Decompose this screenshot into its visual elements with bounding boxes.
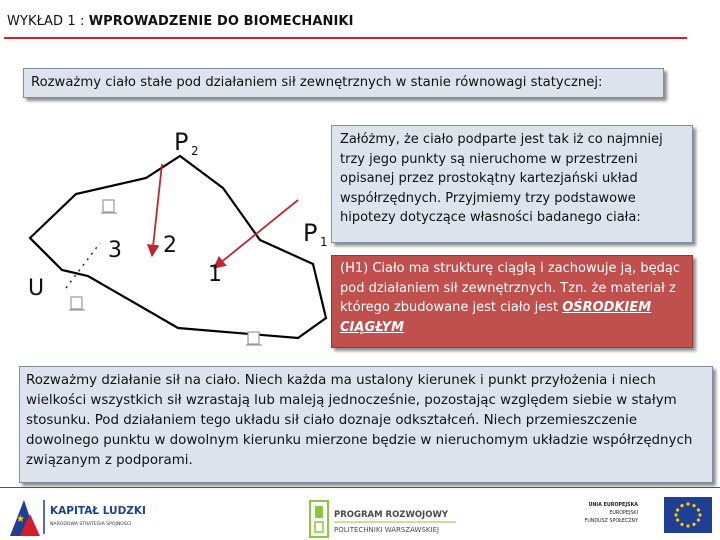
title-main: WPROWADZENIE DO BIOMECHANIKI [88, 14, 354, 29]
program-line-2: POLITECHNIKI WARSZAWSKIEJ [334, 526, 440, 534]
label-p2: P [174, 128, 189, 156]
label-point-1: 1 [208, 262, 222, 287]
kapital-star-icon: ★ [16, 514, 25, 525]
force-p2-arrow [152, 164, 162, 256]
kapital-subtitle: NARODOWA STRATEGIA SPÓJNOŚCI [50, 522, 132, 527]
program-rozwojowy-logo [308, 498, 460, 540]
eu-social-fund-logo [584, 493, 716, 538]
title-prefix: WYKŁAD 1 : [7, 14, 89, 29]
eu-line-2: EUROPEJSKI [609, 511, 638, 516]
label-u: U [28, 276, 45, 301]
hypothesis-box [331, 255, 693, 348]
label-p1-sub: 1 [320, 235, 328, 249]
force-p1-arrow [214, 200, 298, 268]
intro-text-box: Rozważmy ciało stałe pod działaniem sił zewnętrznych w stanie równowagi statycznej: [23, 68, 664, 98]
footer-divider [0, 487, 720, 488]
eu-line-3: FUNDUSZ SPOŁECZNY [584, 519, 638, 524]
label-point-2: 2 [163, 233, 177, 258]
support-top [101, 200, 117, 213]
kapital-ludzki-logo [6, 492, 166, 538]
rigid-body-diagram [28, 128, 338, 345]
program-line-1: PROGRAM ROZWOJOWY [334, 510, 448, 520]
eu-line-1: UNIA EUROPEJSKA [588, 503, 638, 508]
hypothesis-emphasis: OŚRODKIEM CIĄGŁYM [340, 300, 652, 335]
kapital-title: KAPITAŁ LUDZKI [50, 505, 146, 517]
label-point-3: 3 [108, 238, 122, 263]
assumption-box: Załóżmy, że ciało podparte jest tak iż co najmniej trzy jego punkty są nieruchome w przestrzeni opisanej przez prostokątny kartezjański układ współrzędnych. Przyjmiemy trzy podstawowe hipotezy dotyczące własności badanego ciała: [331, 125, 693, 243]
hypothesis-text: (H1) Ciało ma strukturę ciągłą i zachowuje ją, będąc pod działaniem sił zewnętrznych. Tzn. że materiał z którego zbudowane jest ciało jest [340, 261, 681, 315]
title-underline [4, 37, 687, 39]
label-p1: P [303, 219, 318, 247]
support-left [69, 297, 85, 310]
label-p2-sub: 2 [191, 144, 199, 158]
page-title [7, 14, 354, 29]
body-text-box: Rozważmy działanie sił na ciało. Niech każda ma ustalony kierunek i punkt przyłożenia i niech wielkości wszystkich sił wzrastają lub maleją jednocześnie, pozostając względem siebie w stałym stosunku. Pod działaniem tego układu sił ciało doznaje odkształceń. Niech przemieszczenie dowolnego punktu w dowolnym kierunku mierzone będzie w nieruchomym układzie współrzędnych związanym z podporami. [19, 366, 713, 483]
rigid-body-outline [30, 156, 326, 338]
